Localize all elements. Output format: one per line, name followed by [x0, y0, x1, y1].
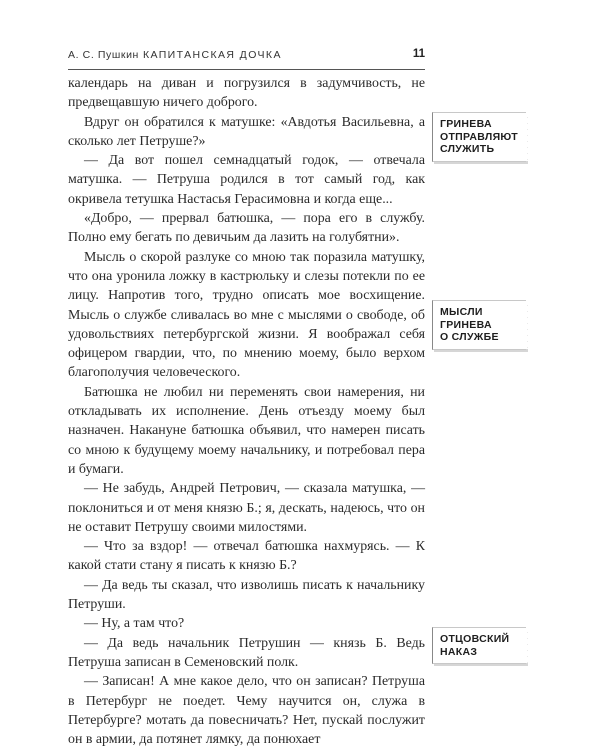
margin-note-line: НАКАЗ	[440, 645, 478, 658]
margin-note-line: ОТПРАВЛЯЮТ	[440, 130, 519, 143]
margin-note-fathers-instruction	[432, 627, 526, 664]
margin-note-line: ОТЦОВСКИЙ	[440, 633, 510, 645]
margin-note-gryneva-sent-to-serve	[432, 112, 526, 162]
margin-note-line: ГРИНЕВА	[440, 118, 492, 130]
margin-note-line: О СЛУЖБЕ	[440, 331, 499, 343]
margin-note-line: СЛУЖИТЬ	[440, 143, 495, 155]
paragraph: — Да вот пошел семнадцатый годок, — отвечала матушка. — Петруша родился в тот самый год, как окривела тетушка Настасья Герасимовна и когда еще...	[68, 153, 425, 207]
body-text	[68, 74, 425, 749]
running-header	[68, 47, 425, 70]
paragraph: — Ну, а там что?	[84, 616, 185, 632]
margin-note-thoughts-on-service	[432, 300, 526, 350]
margin-note-line: МЫСЛИ	[440, 306, 483, 318]
torn-edge	[526, 301, 532, 349]
paragraph: Батюшка не любил ни переменять свои намерения, ни откладывать их исполнение. День отъезду моему был назначен. Накануне батюшка объявил, что намерен писать со мною к будущему моему начальнику, и потребовал пера и бумаги.	[68, 384, 425, 477]
paragraph: календарь на диван и погрузился в задумчивость, не предвещавшую ничего доброго.	[68, 76, 425, 111]
paragraph: — Да ведь начальник Петрушин — князь Б. Ведь Петруша записан в Семеновский полк.	[68, 635, 425, 670]
torn-edge	[526, 113, 532, 161]
margin-note-line: ГРИНЕВА	[440, 318, 492, 331]
paragraph: Вдруг он обратился к матушке: «Авдотья Васильевна, а сколько лет Петруше?»	[68, 114, 425, 149]
torn-edge	[526, 628, 532, 663]
paragraph: «Добро, — прервал батюшка, — пора его в службу. Полно ему бегать по девичьим да лазить на голубятни».	[68, 211, 425, 246]
paragraph: — Не забудь, Андрей Петрович, — сказала матушка, — поклониться и от меня князю Б.; я, дескать, надеюсь, что он не оставит Петрушу своими милостями.	[68, 481, 425, 535]
paragraph: — Записан! А мне какое дело, что он записан? Петруша в Петербург не поедет. Чему научится он, служа в Петербурге? мотать да повесничать? Нет, пускай послужит он в армии, да потянет лямку, да понюхает	[68, 674, 425, 748]
book-title: КАПИТАНСКАЯ ДОЧКА	[142, 49, 282, 61]
paragraph: — Да ведь ты сказал, что изволишь писать к начальнику Петруши.	[68, 577, 425, 613]
paragraph: — Что за вздор! — отвечал батюшка нахмурясь. — К какой стати стану я писать к князю Б.?	[68, 539, 425, 574]
author-name: А. С. Пушкин	[68, 49, 139, 61]
page-number: 11	[412, 48, 425, 60]
paragraph: Мысль о скорой разлуке со мною так поразила матушку, что она уронила ложку в кастрюльку и слезы потекли по ее лицу. Напротив того, трудно описать мое восхищение. Мысль о службе сливалась во мне с мыслями о свободе, об удовольствиях петербургской жизни. Я воображал себя офицером гвардии, что, по мнению моему, было верхом благополучия человеческого.	[68, 249, 425, 381]
header-author	[68, 49, 282, 61]
